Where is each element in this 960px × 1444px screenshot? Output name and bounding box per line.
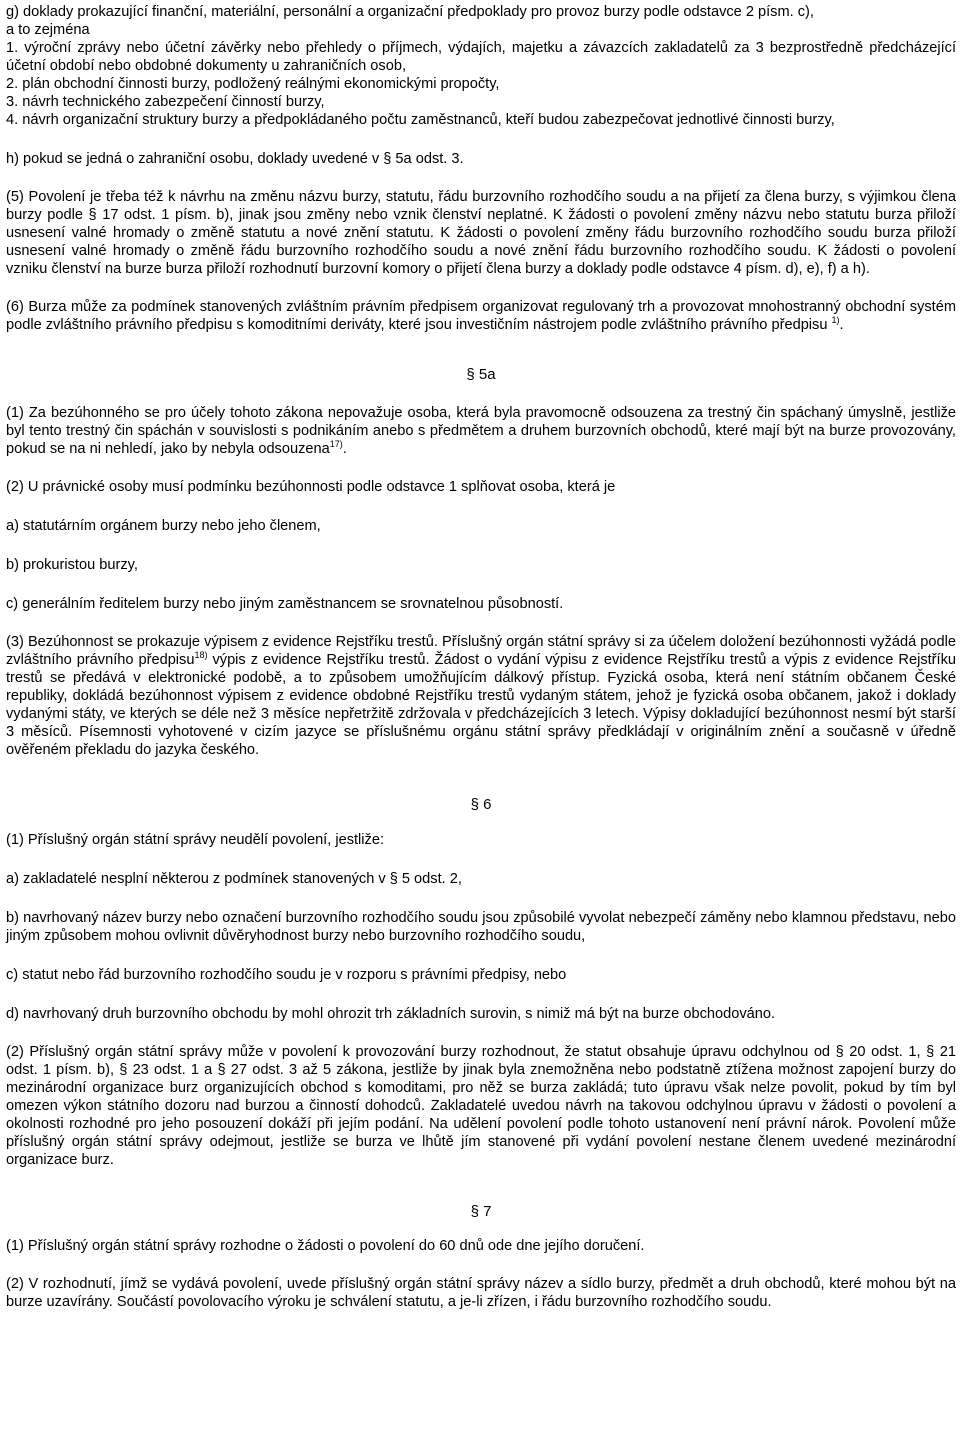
section-6-item-b: b) navrhovaný název burzy nebo označení burzovního rozhodčího soudu jsou způsobilé vyvolat nebezpečí záměny nebo klamnou představu, nebo jiným způsobem mohou ovlivnit důvěryhodnost burzy nebo burzovního rozhodčího soudu, — [6, 910, 956, 944]
item-g-4: 4. návrh organizační struktury burzy a předpokládaného počtu zaměstnanců, kteří budou zabezpečovat jednotlivé činnosti burzy, — [6, 112, 835, 128]
section-6-paragraph-1: (1) Příslušný orgán státní správy neudělí povolení, jestliže: — [6, 832, 385, 848]
item-h: h) pokud se jedná o zahraniční osobu, doklady uvedené v § 5a odst. 3. — [6, 151, 464, 167]
item-g-2: 2. plán obchodní činnosti burzy, podložený reálnými ekonomickými propočty, — [6, 76, 500, 92]
section-7-paragraph-1: (1) Příslušný orgán státní správy rozhodne o žádosti o povolení do 60 dnů ode dne jejího doručení. — [6, 1238, 645, 1254]
item-g-block — [6, 3, 956, 129]
section-heading-5a: § 5a — [466, 366, 496, 383]
footnote-ref-1: 1) — [831, 315, 840, 325]
paragraph-6: (6) Burza může za podmínek stanovených zvláštním právním předpisem organizovat regulovaný trh a provozovat mnohostranný obchodní systém podle zvláštního právního předpisu s komoditními deriváty, které jsou investičním nástrojem podle zvláštního právního předpisu $^{1)}$. — [6, 299, 956, 333]
section-7-paragraph-2: (2) V rozhodnutí, jímž se vydává povolení, uvede příslušný orgán státní správy název a sídlo burzy, předmět a druh obchodů, které mohou být na burze uzavírány. Součástí povolovacího výroku je schválení statutu, a je-li zřízen, i řádu burzovního rozhodčího soudu. — [6, 1276, 956, 1310]
footnote-ref-17: 17) — [329, 439, 343, 449]
document-page — [6, 3, 956, 1311]
section-heading-7: § 7 — [470, 1203, 492, 1220]
section-5a-paragraph-3: (3) Bezúhonnost se prokazuje výpisem z evidence Rejstříku trestů. Příslušný orgán státní správy si za účelem doložení bezúhonnosti vyžádá podle zvláštního právního předpisu$^{18)}$ výpis z evidence Rejstříku trestů. Žádost o vydání výpisu z evidence Rejstříku trestů a výpis z evidence Rejstříku trestů se předává v elektronické podobě, a to způsobem umožňujícím dálkový přístup. Fyzická osoba, která není státním občanem České republiky, dokládá bezúhonnost výpisem z evidence obdobné Rejstříku trestů vydaným státem, jehož je fyzická osoba občanem, jakož i doklady vydanými státy, ve kterých se déle než 3 měsíce nepřetržitě zdržovala v předcházejících 3 letech. Výpisy dokladující bezúhonnost nesmí být starší 3 měsíců. Písemnosti vyhotovené v cizím jazyce se příslušnému orgánu státní správy předkládají v originálním znění a současně v úředně ověřeném překladu do jazyka českého. — [6, 634, 956, 758]
section-heading-6: § 6 — [470, 796, 492, 813]
section-6-item-c: c) statut nebo řád burzovního rozhodčího soudu je v rozporu s právními předpisy, nebo — [6, 967, 567, 983]
item-g-1: 1. výroční zprávy nebo účetní závěrky nebo přehledy o příjmech, výdajích, majetku a závazcích zakladatelů za 3 bezprostředně předcházející účetní období nebo obdobné dokumenty u zahraničních osob, — [6, 40, 956, 74]
paragraph-5: (5) Povolení je třeba též k návrhu na změnu názvu burzy, statutu, řádu burzovního rozhodčího soudu a na přijetí za člena burzy, s výjimkou člena burzy podle § 17 odst. 1 písm. b), jinak jsou změny nebo vznik členství neplatné. K žádosti o povolení změny názvu nebo statutu burza přiloží usnesení valné hromady o změně statutu a nové znění statutu. K žádosti o povolení změny řádu burzovního rozhodčího soudu burza přiloží usnesení valné hromady o změně řádu burzovního rozhodčího soudu a nové znění řádu burzovního rozhodčího soudu. K žádosti o povolení vzniku členství na burze burza přiloží rozhodnutí burzovní komory o přijetí člena burzy a doklady podle odstavce 4 písm. d), e), f) a h). — [6, 189, 956, 277]
section-6-item-d: d) navrhovaný druh burzovního obchodu by mohl ohrozit trh základních surovin, s nimiž má být na burze obchodováno. — [6, 1006, 776, 1022]
footnote-ref-18: 18) — [194, 650, 208, 660]
section-6-paragraph-2: (2) Příslušný orgán státní správy může v povolení k provozování burzy rozhodnout, že statut obsahuje úpravu odchylnou od § 20 odst. 1, § 21 odst. 1 písm. b), § 23 odst. 1 a § 27 odst. 3 až 5 zákona, jestliže by jinak byla znemožněna nebo podstatně ztížena možnost zapojení burzy do mezinárodní organizace burz organizujících obchod s komoditami, pro něž se burza zakládá; tuto úpravu však nelze povolit, pokud by tím byl omezen výkon státního dozoru nad burzou a činností dohodců. Zakladatelé uvedou návrh na takovou odchylnou úpravu v žádosti o povolení a okolnosti rozhodné pro jeho posouzení dokáží při jejím podání. Na udělení povolení podle tohoto ustanovení není právní nárok. Povolení může příslušný orgán státní správy odejmout, jestliže se burza ve lhůtě jím stanovené při vydání povolení nestane členem uvedené mezinárodní organizace burz. — [6, 1044, 956, 1168]
item-g-continuation: a to zejména — [6, 22, 90, 38]
section-5a-paragraph-1: (1) Za bezúhonného se pro účely tohoto zákona nepovažuje osoba, která byla pravomocně odsouzena za trestný čin spáchaný úmyslně, jestliže byl tento trestný čin spáchán v souvislosti s podnikáním anebo s předmětem a druhem burzovních obchodů, které mají být na burze provozovány, pokud se na ni nehledí, jako by nebyla odsouzena$^{17)}$. — [6, 405, 956, 457]
section-5a-item-c: c) generálním ředitelem burzy nebo jiným zaměstnancem se srovnatelnou působností. — [6, 596, 564, 612]
item-g-text: g) doklady prokazující finanční, materiální, personální a organizační předpoklady pro provoz burzy podle odstavce 2 písm. c), — [6, 4, 814, 20]
section-6-item-a: a) zakladatelé nesplní některou z podmínek stanovených v § 5 odst. 2, — [6, 871, 462, 887]
item-g-3: 3. návrh technického zabezpečení činností burzy, — [6, 94, 325, 110]
paragraph-6-text: (6) Burza může za podmínek stanovených zvláštním právním předpisem organizovat regulovaný trh a provozovat mnohostranný obchodní systém podle zvláštního právního předpisu s komoditními deriváty, které jsou investičním nástrojem podle zvláštního právního předpisu — [6, 299, 956, 333]
section-5a-item-a: a) statutárním orgánem burzy nebo jeho členem, — [6, 518, 321, 534]
section-5a-item-b: b) prokuristou burzy, — [6, 557, 138, 573]
section-5a-paragraph-2: (2) U právnické osoby musí podmínku bezúhonnosti podle odstavce 1 splňovat osoba, která je — [6, 479, 616, 495]
